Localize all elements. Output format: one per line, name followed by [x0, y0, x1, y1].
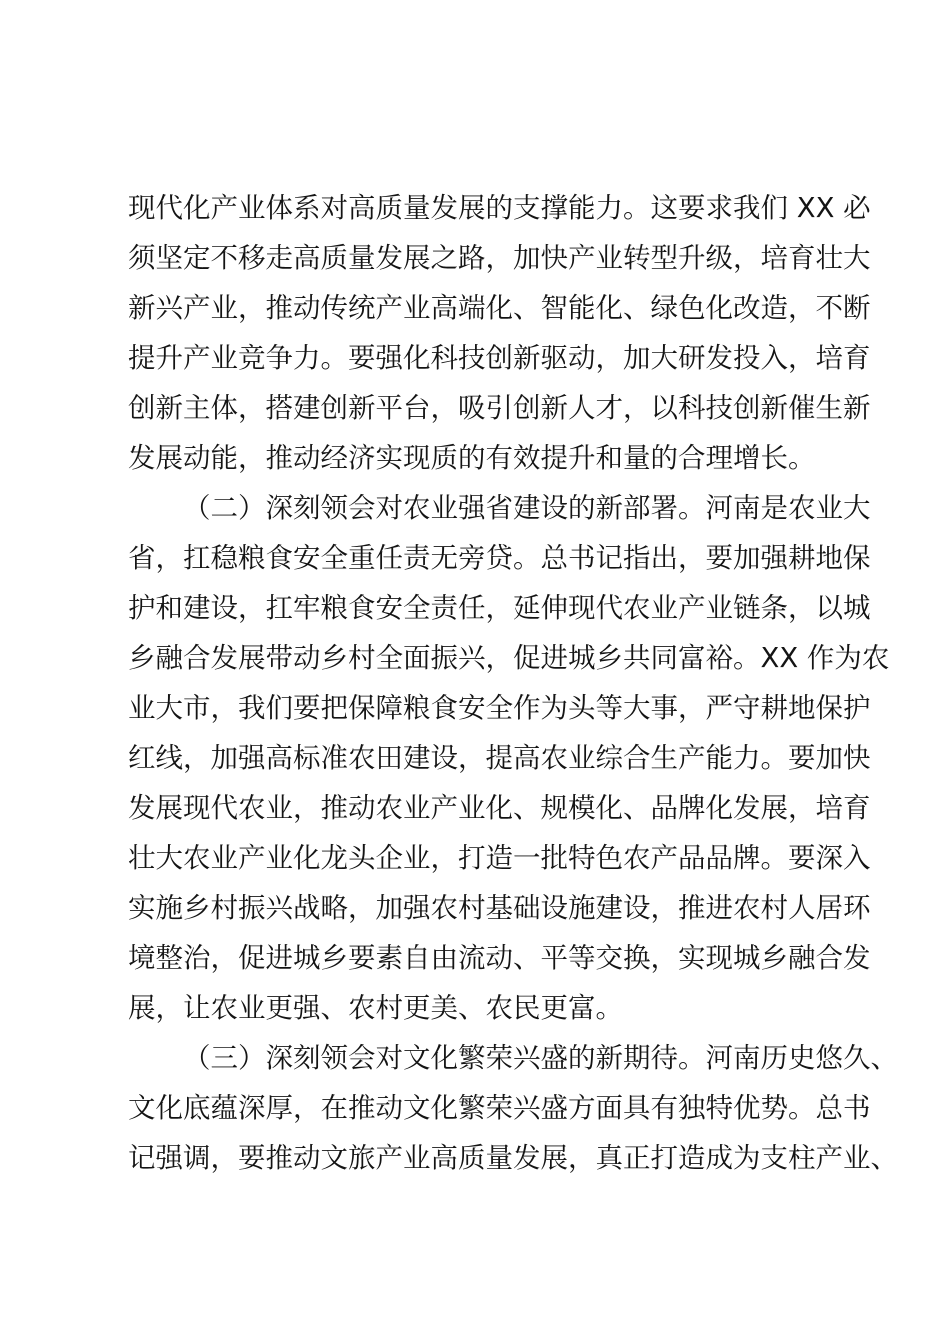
text-line: 发展现代农业，推动农业产业化、规模化、品牌化发展，培育 [128, 792, 871, 824]
paragraph-heading-line: （三）深刻领会对文化繁荣兴盛的新期待。河南历史悠久、 [183, 1042, 898, 1074]
text-line: 实施乡村振兴战略，加强农村基础设施建设，推进农村人居环 [128, 892, 871, 924]
text-line: 省，扛稳粮食安全重任责无旁贷。总书记指出，要加强耕地保 [128, 542, 871, 574]
text-line: 提升产业竞争力。要强化科技创新驱动，加大研发投入，培育 [128, 342, 871, 374]
text-line: 文化底蕴深厚，在推动文化繁荣兴盛方面具有独特优势。总书 [128, 1092, 871, 1124]
text-line: 业大市，我们要把保障粮食安全作为头等大事，严守耕地保护 [128, 692, 871, 724]
text-line: 红线，加强高标准农田建设，提高农业综合生产能力。要加快 [128, 742, 871, 774]
text-line: 须坚定不移走高质量发展之路，加快产业转型升级，培育壮大 [128, 242, 871, 274]
text-line: 乡融合发展带动乡村全面振兴，促进城乡共同富裕。XX 作为农 [128, 642, 890, 674]
text-line: 护和建设，扛牢粮食安全责任，延伸现代农业产业链条，以城 [128, 592, 871, 624]
text-line: 创新主体，搭建创新平台，吸引创新人才，以科技创新催生新 [128, 392, 871, 424]
paragraph-heading-line: （二）深刻领会对农业强省建设的新部署。河南是农业大 [183, 492, 871, 524]
text-line: 展，让农业更强、农村更美、农民更富。 [128, 992, 623, 1024]
text-line: 现代化产业体系对高质量发展的支撑能力。这要求我们 XX 必 [128, 192, 871, 224]
text-line: 记强调，要推动文旅产业高质量发展，真正打造成为支柱产业、 [128, 1142, 898, 1174]
text-line: 壮大农业产业化龙头企业，打造一批特色农产品品牌。要深入 [128, 842, 871, 874]
text-line: 发展动能，推动经济实现质的有效提升和量的合理增长。 [128, 442, 816, 474]
text-line: 境整治，促进城乡要素自由流动、平等交换，实现城乡融合发 [128, 942, 871, 974]
text-line: 新兴产业，推动传统产业高端化、智能化、绿色化改造，不断 [128, 292, 871, 324]
